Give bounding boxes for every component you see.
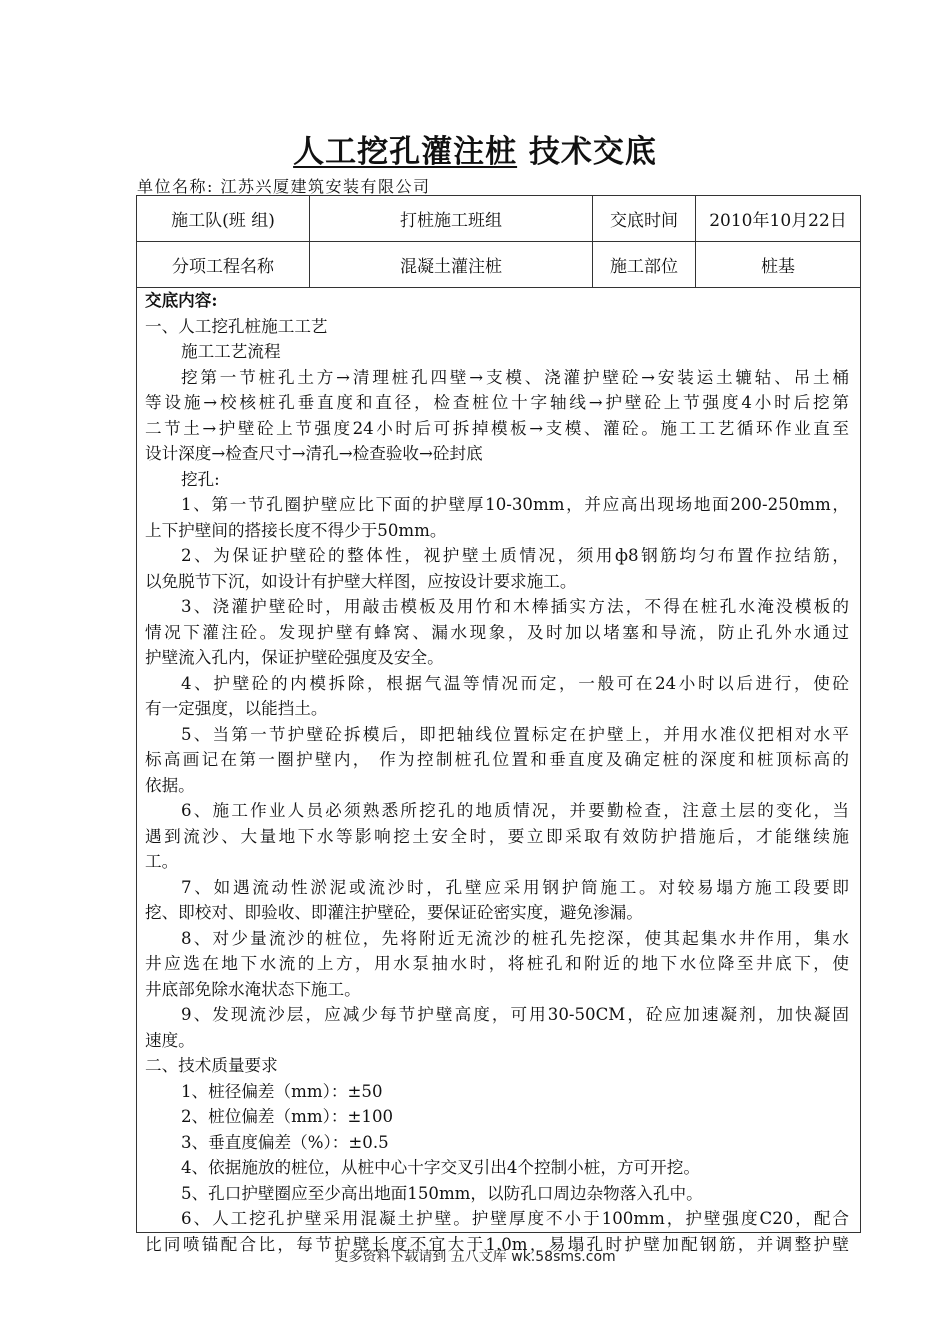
requirement-item: 6、人工挖孔护壁采用混凝土护壁。护壁厚度不小于100mm，护壁强度C20，配合: [181, 1209, 849, 1228]
paragraph-line: 挖第一节桩孔土方→清理桩孔四壁→支模、浇灌护壁砼→安装运土辘轱、吊土桶: [181, 367, 849, 387]
location-label: 施工部位: [593, 242, 696, 288]
unit-name-line: 单位名称: 江苏兴厦建筑安装有限公司: [137, 177, 431, 196]
paragraph-line: 6、施工作业人员必须熟悉所挖孔的地质情况，并要勤检查，注意土层的变化，当: [181, 801, 849, 820]
paragraph-line: 护壁流入孔内，保证护壁砼强度及安全。: [145, 648, 444, 667]
project-label: 分项工程名称: [137, 242, 310, 288]
table-row: [137, 196, 861, 242]
paragraph-line: 标高画记在第一圈护壁内， 作为控制桩孔位置和垂直度及确定桩的深度和桩顶标高的: [145, 750, 849, 769]
paragraph-line: 遇到流沙、大量地下水等影响挖土安全时，要立即采取有效防护措施后，才能继续施: [145, 826, 849, 846]
paragraph-line: 依据。: [145, 775, 195, 795]
requirement-item: 3、垂直度偏差（%）：±0.5: [181, 1132, 389, 1152]
document-title: [0, 126, 950, 171]
table-row: [137, 242, 861, 288]
paragraph-line: 2、为保证护壁砼的整体性，视护壁土质情况，须用ф8钢筋均匀布置作拉结筋，: [181, 546, 849, 565]
paragraph-line: 情况下灌注砼。发现护壁有蜂窝、漏水现象，及时加以堵塞和导流，防止孔外水通过: [145, 622, 849, 642]
paragraph-line: 9、发现流沙层，应减少每节护壁高度，可用30-50CM，砼应加速凝剂，加快凝固: [181, 1005, 849, 1024]
requirement-item: 1、桩径偏差（mm）：±50: [181, 1081, 383, 1101]
subheading: 挖孔:: [181, 469, 220, 489]
team-value: 打桩施工班组: [310, 196, 593, 242]
paragraph-line: 上下护壁间的搭接长度不得少于50mm。: [145, 520, 447, 540]
requirement-item: 5、孔口护壁圈应至少高出地面150mm，以防孔口周边杂物落入孔中。: [181, 1183, 703, 1203]
paragraph-line: 4、护壁砼的内模拆除，根据气温等情况而定，一般可在24小时以后进行，使砼: [181, 673, 849, 693]
content-row: [137, 288, 861, 1233]
date-value: 2010年10月22日: [696, 196, 861, 242]
location-value: 桩基: [696, 242, 861, 288]
paragraph-line: 井底部免除水淹状态下施工。: [145, 979, 361, 999]
paragraph-line: 二节土→护壁砼上节强度24小时后可拆掉模板→支模、灌砼。施工工艺循环作业直至: [145, 418, 849, 438]
footer-download-note: 更多资料下载请到 五八文库 wk.58sms.com: [334, 1249, 616, 1265]
section-heading: 一、人工挖孔桩施工工艺: [145, 316, 328, 336]
paragraph-line: 1、第一节孔圈护壁应比下面的护壁厚10-30mm，并应高出现场地面200-250mm，: [181, 495, 849, 514]
date-label: 交底时间: [593, 196, 696, 242]
paragraph-line: 设计深度→检查尺寸→清孔→检查验收→砼封底: [145, 444, 483, 463]
paragraph-line: 井应选在地下水流的上方，用水泵抽水时，将桩孔和附近的地下水位降至井底下，使: [145, 954, 849, 973]
paragraph-line: 速度。: [145, 1030, 195, 1050]
paragraph-line: 以免脱节下沉，如设计有护壁大样图，应按设计要求施工。: [145, 571, 577, 591]
paragraph-line: 8、对少量流沙的桩位，先将附近无流沙的桩孔先挖深，使其起集水井作用，集水: [181, 928, 849, 948]
title-underlined-part: 人工挖孔灌注桩: [293, 134, 518, 170]
paragraph-line: 有一定强度，以能挡土。: [145, 699, 328, 718]
disclosure-table: [136, 195, 861, 1254]
paragraph-line: 等设施→校核桩孔垂直度和直径，检查桩位十字轴线→护壁砼上节强度4小时后挖第: [145, 393, 849, 412]
content-heading: 交底内容:: [145, 290, 218, 310]
paragraph-line: 工。: [145, 852, 179, 871]
content-body: [137, 288, 860, 1254]
paragraph-line: 比同喷锚配合比，每节护壁长度不宜大于1.0m，易塌孔时护壁加配钢筋，并调整护壁: [145, 1234, 849, 1254]
team-label: 施工队(班 组): [137, 196, 310, 242]
paragraph-line: 5、当第一节护壁砼拆模后，即把轴线位置标定在护壁上，并用水准仪把相对水平: [181, 724, 849, 744]
paragraph-line: 挖、即校对、即验收、即灌注护壁砼，要保证砼密实度，避免渗漏。: [145, 903, 643, 922]
paragraph-line: 3、浇灌护壁砼时，用敲击模板及用竹和木棒插实方法，不得在桩孔水淹没模板的: [181, 597, 849, 616]
section-heading: 二、技术质量要求: [145, 1056, 278, 1075]
requirement-item: 4、依据施放的桩位，从桩中心十字交叉引出4个控制小桩，方可开挖。: [181, 1158, 700, 1177]
paragraph-line: 7、如遇流动性淤泥或流沙时，孔壁应采用钢护筒施工。对较易塌方施工段要即: [181, 877, 849, 897]
title-rest-part: 技术交底: [528, 134, 657, 170]
subheading: 施工工艺流程: [181, 342, 281, 361]
project-value: 混凝土灌注桩: [310, 242, 593, 288]
requirement-item: 2、桩位偏差（mm）：±100: [181, 1107, 394, 1126]
content-cell: [137, 288, 861, 1254]
